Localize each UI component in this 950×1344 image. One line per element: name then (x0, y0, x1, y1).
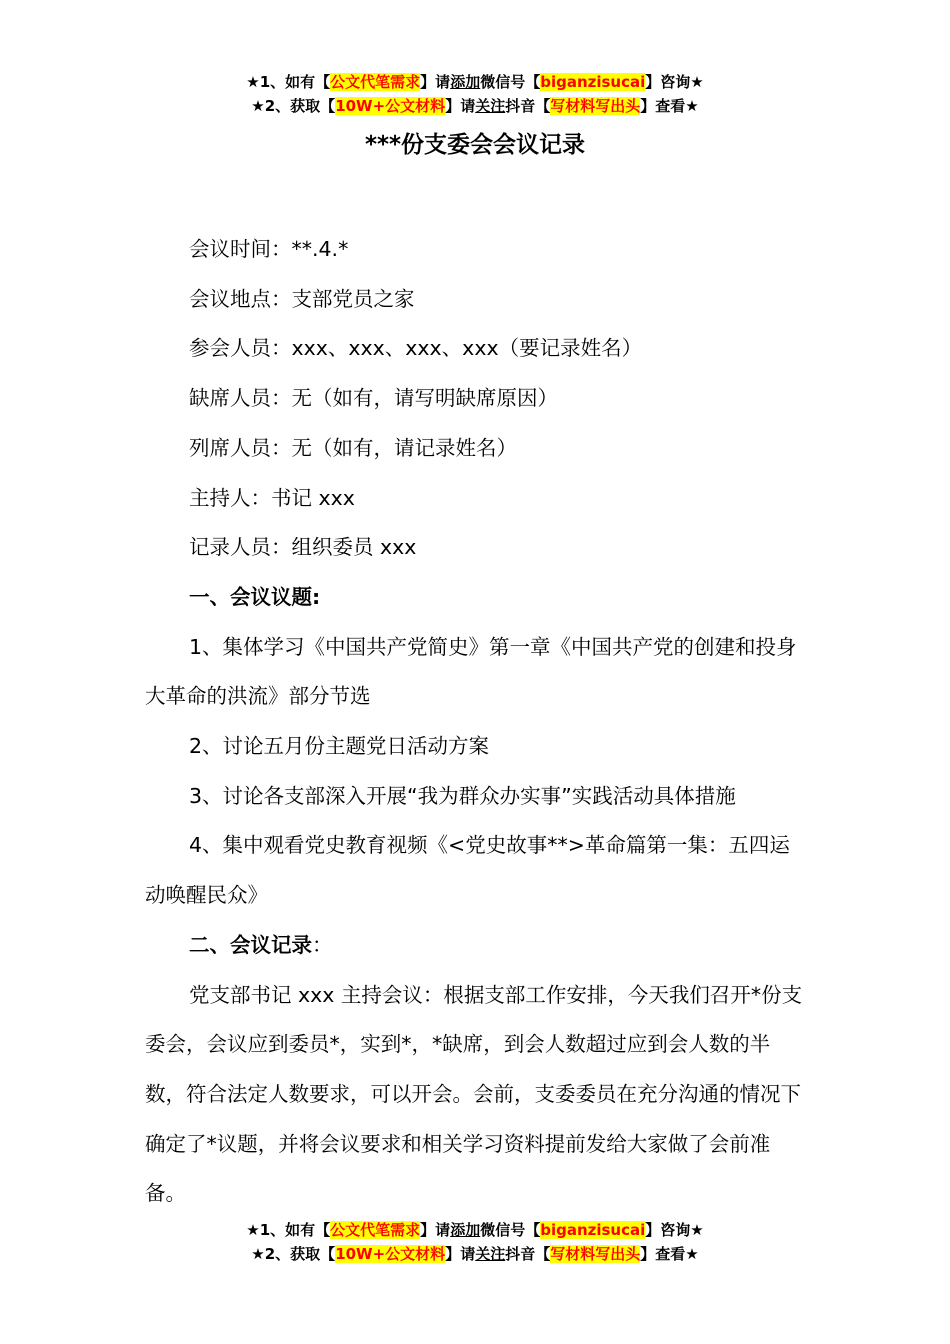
document-body (145, 225, 810, 1219)
section-heading-colon: ： (312, 932, 333, 957)
meta-attendees: 参会人员：xxx、xxx、xxx、xxx（要记录姓名） (189, 336, 643, 361)
promo-underline: 添加 (450, 1221, 481, 1239)
promo-text: ★1、如有【 (246, 1221, 331, 1239)
promo-text: 】查看★ (640, 1245, 699, 1263)
promo-text: 抖音【 (505, 1245, 551, 1263)
meta-observers: 列席人员：无（如有，请记录姓名） (189, 435, 517, 460)
topic-item: 3、讨论各支部深入开展“我为群众办实事”实践活动具体措施 (189, 783, 736, 808)
promo-banner-top (0, 70, 950, 118)
meta-recorder: 记录人员：组织委员 xxx (189, 535, 417, 560)
promo-underline: 添加 (450, 73, 481, 91)
meta-location: 会议地点：支部党员之家 (189, 286, 415, 311)
promo-text: 】请 (420, 73, 451, 91)
topic-item: 1、集体学习《中国共产党简史》第一章《中国共产党的创建和投身大革命的洪流》部分节选 (145, 634, 797, 709)
section-heading-record (145, 921, 810, 971)
promo-text: 抖音【 (505, 97, 551, 115)
promo-line-2 (0, 94, 950, 118)
topic-item: 2、讨论五月份主题党日活动方案 (189, 734, 490, 759)
promo-text: 微信号【 (480, 1221, 541, 1239)
promo-text: 】请 (445, 1245, 476, 1263)
promo-text: 】查看★ (640, 97, 699, 115)
meta-time: 会议时间：**.4.* (189, 237, 349, 261)
promo-text: ★2、获取【 (251, 1245, 336, 1263)
promo-text: ★1、如有【 (246, 73, 331, 91)
promo-highlight: 10W+公文材料 (335, 97, 446, 115)
promo-wechat-id: biganzisucai (540, 1221, 646, 1239)
promo-text: 微信号【 (480, 73, 541, 91)
promo-text: 】咨询★ (645, 73, 704, 91)
promo-text: ★2、获取【 (251, 97, 336, 115)
promo-highlight: 10W+公文材料 (335, 1245, 446, 1263)
promo-douyin-id: 写材料写出头 (550, 1245, 641, 1263)
document-title: ***份支委会会议记录 (364, 132, 586, 158)
meta-absentees: 缺席人员：无（如有，请写明缺席原因） (189, 386, 558, 411)
record-paragraph: 党支部书记 xxx 主持会议：根据支部工作安排，今天我们召开*份支委会，会议应到委员*，实到*，*缺席，到会人数超过应到会人数的半数，符合法定人数要求，可以开会。会前，支委委员在充分沟通的情况下确定了*议题，并将会议要求和相关学习资料提前发给大家做了会前准备。 (145, 982, 803, 1206)
promo-underline: 关注 (475, 1245, 506, 1263)
meta-host: 主持人：书记 xxx (189, 485, 355, 510)
promo-text: 】咨询★ (645, 1221, 704, 1239)
promo-highlight: 公文代笔需求 (330, 1221, 421, 1239)
promo-line-2 (0, 1242, 950, 1266)
promo-text: 】请 (445, 97, 476, 115)
promo-highlight: 公文代笔需求 (330, 73, 421, 91)
promo-douyin-id: 写材料写出头 (550, 97, 641, 115)
section-heading-text: 二、会议记录 (189, 932, 312, 957)
promo-line-1 (0, 70, 950, 94)
promo-banner-bottom (0, 1218, 950, 1266)
topic-item: 4、集中观看党史教育视频《<党史故事**>革命篇第一集：五四运动唤醒民众》 (145, 833, 790, 908)
promo-underline: 关注 (475, 97, 506, 115)
promo-line-1 (0, 1218, 950, 1242)
promo-wechat-id: biganzisucai (540, 73, 646, 91)
promo-text: 】请 (420, 1221, 451, 1239)
section-heading-topics: 一、会议议题: (189, 584, 321, 609)
